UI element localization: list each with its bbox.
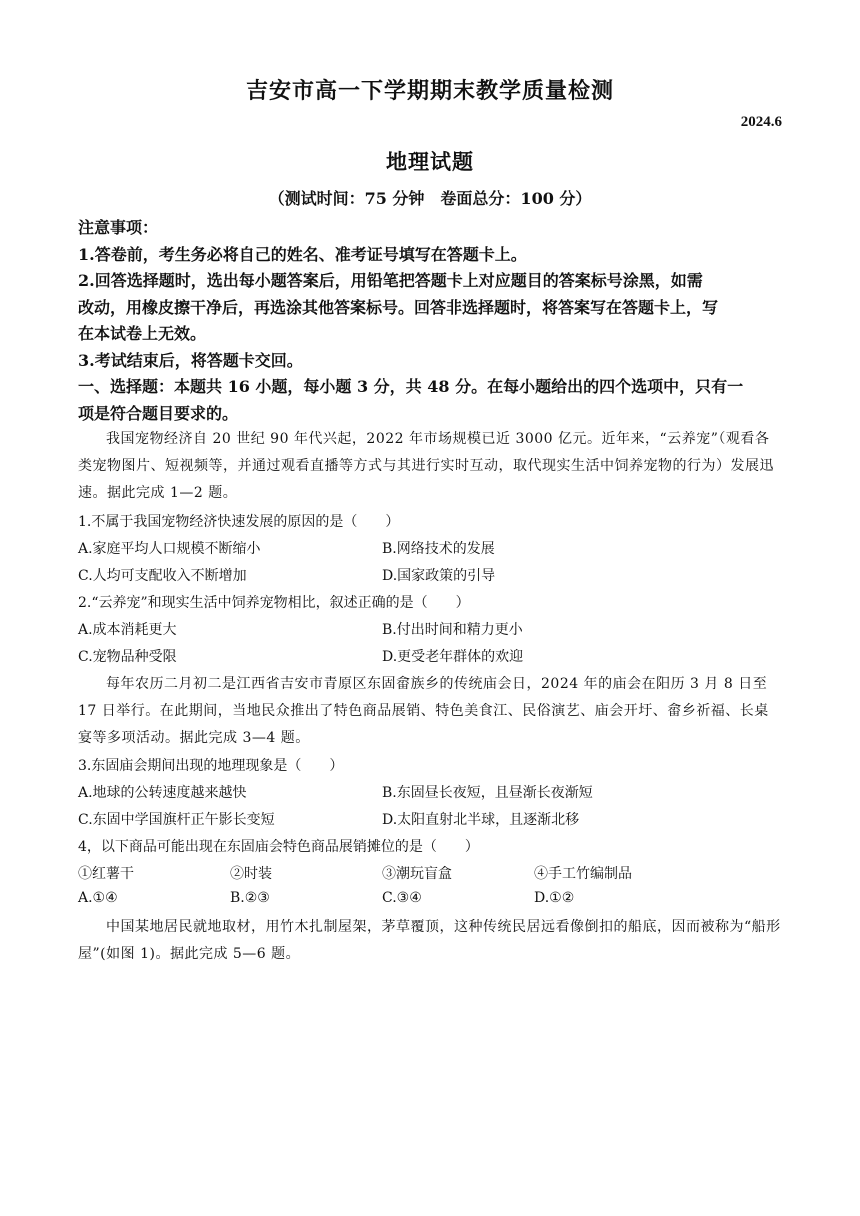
question-4-item-3: ③潮玩盲盒 [382, 866, 452, 882]
question-1-option-c: C.人均可支配收入不断增加 [78, 568, 247, 584]
section-1-heading-line-2: 项是符合题目要求的。 [78, 404, 239, 423]
subject-title: 地理试题 [386, 149, 474, 174]
question-1-option-b: B.网络技术的发展 [382, 541, 495, 557]
question-4-stem: 4，以下商品可能出现在东固庙会特色商品展销摊位的是（ ） [78, 839, 479, 855]
question-2-option-c: C.宠物品种受限 [78, 649, 177, 665]
note-item-1: 1.答卷前，考生务必将自己的姓名、准考证号填写在答题卡上。 [78, 245, 527, 264]
question-4-option-a: A.①④ [78, 890, 118, 906]
question-4-item-1: ①红薯干 [78, 866, 134, 882]
question-2-stem: 2.“云养宠”和现实生活中饲养宠物相比，叙述正确的是（ ） [78, 595, 470, 611]
question-2-option-d: D.更受老年群体的欢迎 [382, 649, 524, 665]
exam-title: 吉安市高一下学期期末教学质量检测 [245, 78, 614, 104]
question-1-option-a: A.家庭平均人口规模不断缩小 [78, 541, 261, 557]
question-1-stem: 1.不属于我国宠物经济快速发展的原因的是（ ） [78, 514, 400, 530]
question-3-option-a: A.地球的公转速度越来越快 [78, 785, 247, 801]
exam-date: 2024.6 [740, 114, 782, 130]
question-3-option-b: B.东固昼长夜短，且昼渐长夜渐短 [382, 785, 593, 801]
exam-meta: （测试时间：75 分钟 卷面总分：100 分） [268, 189, 592, 208]
question-2-option-b: B.付出时间和精力更小 [382, 622, 523, 638]
passage-1: 我国宠物经济自 20 世纪 90 年代兴起，2022 年市场规模已近 3000 亿元。近年来，“云养宠”（观看各类宠物图片、短视频等，并通过观看直播等方式与其进行实时互动，取代现实生活中饲养宠物的行为）发展迅速。据此完成 1—2 题。 [78, 431, 774, 501]
note-item-2-line-3: 在本试卷上无效。 [78, 324, 207, 343]
question-3-option-c: C.东固中学国旗杆正午影长变短 [78, 812, 275, 828]
note-item-2-line-2: 改动，用橡皮擦干净后，再选涂其他答案标号。回答非选择题时，将答案写在答题卡上，写 [78, 298, 719, 317]
question-4-item-4: ④手工竹编制品 [534, 866, 632, 882]
question-3-option-d: D.太阳直射北半球，且逐渐北移 [382, 812, 580, 828]
question-2-option-a: A.成本消耗更大 [78, 622, 177, 638]
section-1-heading-line-1: 一、选择题：本题共 16 小题，每小题 3 分，共 48 分。在每小题给出的四个选项中，只有一 [78, 377, 744, 396]
question-4-option-c: C.③④ [382, 890, 422, 906]
notes-heading: 注意事项： [78, 218, 159, 237]
passage-3: 中国某地居民就地取材，用竹木扎制屋架，茅草覆顶，这种传统民居远看像倒扣的船底，因而被称为“船形屋”(如图 1)。据此完成 5—6 题。 [78, 919, 781, 962]
question-4-item-2: ②时装 [230, 866, 272, 882]
question-1-option-d: D.国家政策的引导 [382, 568, 496, 584]
passage-2: 每年农历二月初二是江西省吉安市青原区东固畲族乡的传统庙会日，2024 年的庙会在阳历 3 月 8 日至 17 日举行。在此期间，当地民众推出了特色商品展销、特色美食江、民俗演艺、庙会开圩、畲乡祈福、长桌宴等多项活动。据此完成 3—4 题。 [78, 676, 769, 746]
question-4-option-b: B.②③ [230, 890, 270, 906]
question-4-option-d: D.①② [534, 890, 575, 906]
question-3-stem: 3.东固庙会期间出现的地理现象是（ ） [78, 758, 344, 774]
note-item-2-line-1: 2.回答选择题时，选出每小题答案后，用铅笔把答题卡上对应题目的答案标号涂黑，如需 [78, 271, 703, 290]
note-item-3: 3.考试结束后，将答题卡交回。 [78, 351, 303, 370]
